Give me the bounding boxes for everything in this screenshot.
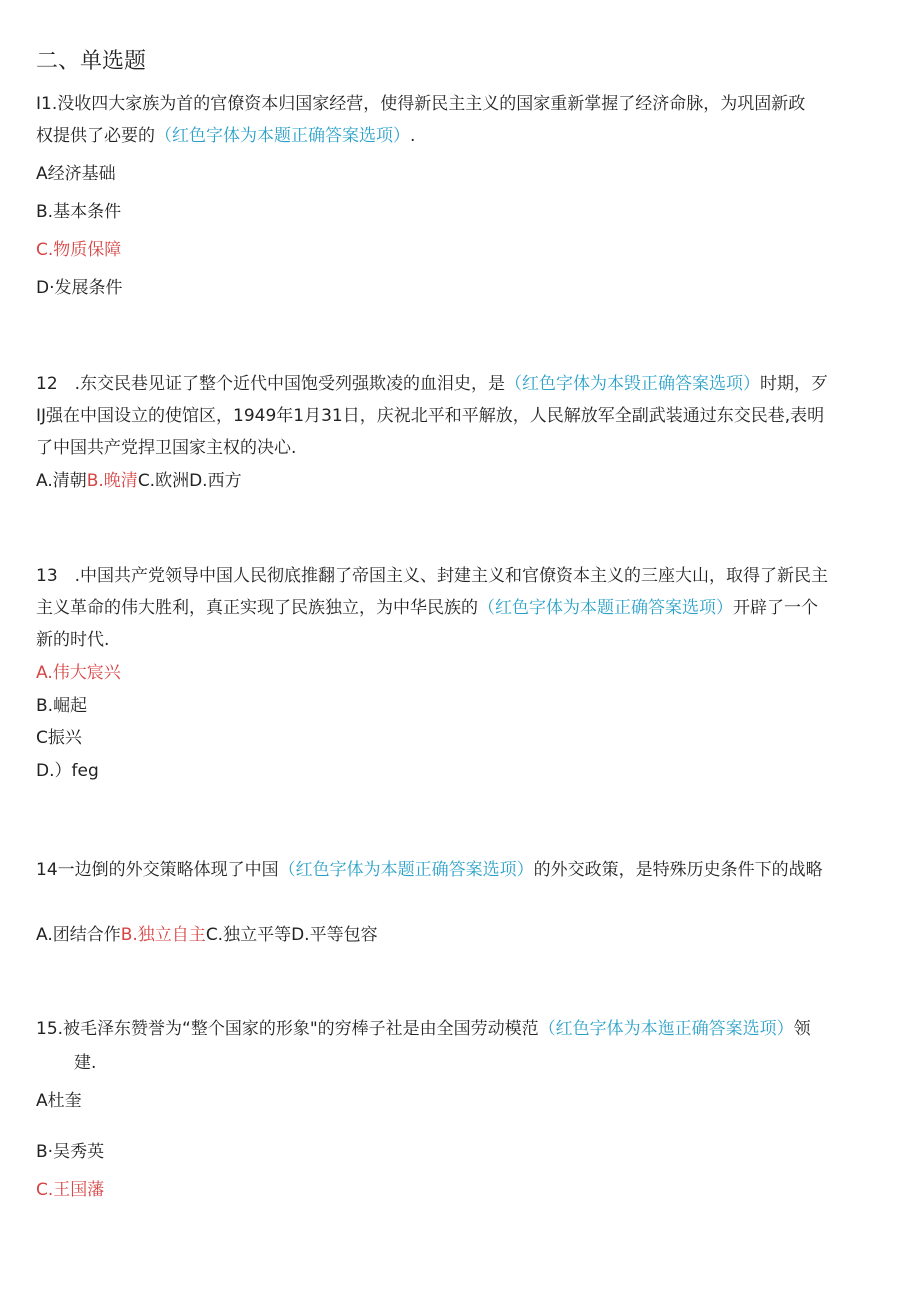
- question-14-line-1: [36, 858, 823, 882]
- question-12-line-1: [36, 372, 828, 396]
- question-15-option-c-correct: C.王国藩: [36, 1180, 105, 1200]
- question-11-option-c-correct: C.物质保障: [36, 240, 122, 260]
- question-12-option-a: A.清朝: [36, 471, 87, 491]
- question-12-answer-blank: （红色字体为本毁正确答案选项）: [505, 374, 761, 394]
- question-12-option-b-correct: B.晚清: [86, 471, 138, 491]
- question-12-stem-end: 时期，歹: [760, 374, 829, 394]
- question-14-stem-part: 14一边倒的外交策略体现了中国: [36, 860, 279, 880]
- question-14-option-a: A.团结合作: [36, 925, 121, 945]
- question-11-answer-blank: （红色字体为本题正确答案选项）: [155, 126, 410, 146]
- question-12-line-3: 了中国共产党捍卫国家主权的决心.: [36, 438, 297, 458]
- question-15-line-1: [36, 1017, 811, 1041]
- question-11-stem-part: 权提供了必要的: [36, 126, 155, 146]
- question-11-stem-end: .: [410, 126, 416, 146]
- question-11-option-b: B.基本条件: [36, 202, 122, 222]
- question-15-stem-end: 领: [793, 1019, 811, 1039]
- question-13-option-a-correct: A.伟大宸兴: [36, 663, 121, 683]
- question-12-options: [36, 469, 242, 493]
- question-12-line-2: IJ强在中国设立的使馆区，1949年1月31日，庆祝北平和平解放，人民解放军全副武装通过东交民巷,表明: [36, 406, 825, 426]
- question-15-answer-blank: （红色字体为本迤正确答案选项）: [538, 1019, 794, 1039]
- question-11-line-1: I1.没收四大家族为首的官僚资本归国家经营，使得新民主主义的国家重新掌握了经济命脉，为巩固新政: [36, 94, 806, 114]
- question-11-option-a: A经济基础: [36, 164, 116, 184]
- question-14-option-d: D.平等包容: [291, 925, 378, 945]
- question-15-line-2: 建.: [74, 1053, 97, 1073]
- question-13-line-2: [36, 596, 818, 620]
- question-14-option-b-correct: B.独立自主: [120, 925, 206, 945]
- question-15-option-b: B·吴秀英: [36, 1142, 105, 1162]
- question-15-option-a: A杜奎: [36, 1091, 82, 1111]
- question-14-stem-end: 的外交政策，是特殊历史条件下的战略: [533, 860, 823, 880]
- question-13-option-d: D.）feg: [36, 761, 99, 781]
- question-11-option-d: D·发展条件: [36, 278, 123, 298]
- question-11-line-2: [36, 124, 415, 148]
- question-13-stem-part: 主义革命的伟大胜利，真正实现了民族独立，为中华民族的: [36, 598, 478, 618]
- question-12-option-c: C.欧洲: [137, 471, 190, 491]
- question-14-option-c: C.独立平等: [205, 925, 292, 945]
- question-13-option-b: B.崛起: [36, 696, 88, 716]
- question-13-line-1: 13 .中国共产党领导中国人民彻底推翻了帝国主义、封建主义和官僚资本主义的三座大山，取得了新民主: [36, 566, 829, 586]
- question-13-line-3: 新的时代.: [36, 630, 110, 650]
- question-14-answer-blank: （红色字体为本题正确答案选项）: [278, 860, 534, 880]
- question-14-options: [36, 923, 378, 947]
- question-13-answer-blank: （红色字体为本题正确答案选项）: [478, 598, 733, 618]
- question-15-stem-part: 15.被毛泽东赞誉为“整个国家的形象"的穷棒子社是由全国劳动模范: [36, 1019, 539, 1039]
- question-12-stem-part: 12 .东交民巷见证了整个近代中国饱受列强欺凌的血泪史，是: [36, 374, 506, 394]
- section-title: 二、单选题: [36, 49, 147, 74]
- question-13-stem-end: 开辟了一个: [733, 598, 818, 618]
- question-13-option-c: C振兴: [36, 728, 82, 748]
- question-12-option-d: D.西方: [189, 471, 242, 491]
